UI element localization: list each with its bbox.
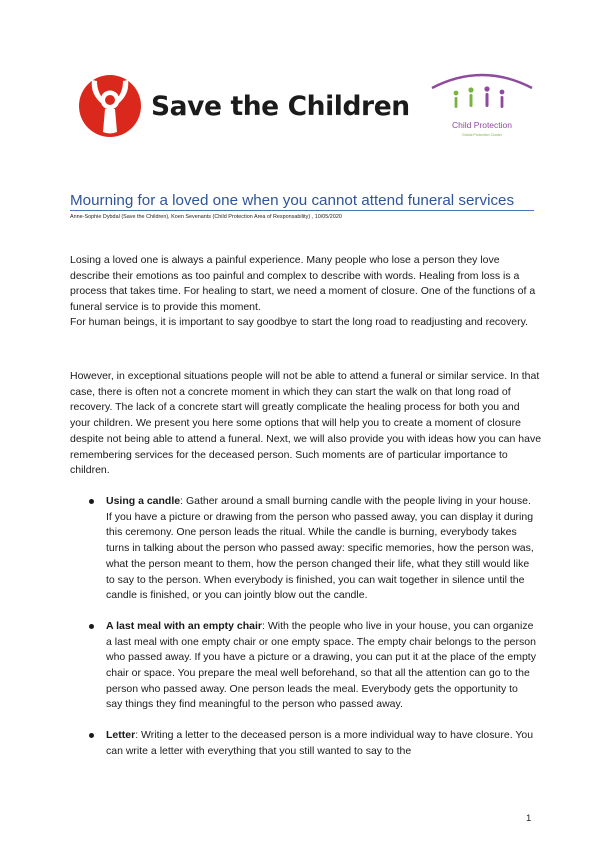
child-protection-figures-icon: [426, 68, 538, 120]
organization-name: Save the Children: [151, 90, 410, 122]
bullet-text: : Gather around a small burning candle with the people living in your house. If you have a picture or drawing from the person who passed away, you can display it during this ceremony. One person leads the ritual. While the candle is burning, everybody takes turns in talking about the person who passed away: specific memories, how the person was, what the person meant to them, how the person changed their life, what they still would like to say to the person. When everybody is finished, you can wait together in silence until the candle is finished, or you can jointly blow out the candle.: [106, 495, 534, 602]
page-number: 1: [526, 813, 532, 824]
list-item: [87, 728, 537, 759]
child-protection-logo: [426, 68, 538, 150]
list-item: [87, 619, 537, 713]
document-authors: Anne-Sophie Dybdal (Save the Children), Koen Sevenants (Child Protection Area of Responsability) , 10/05/2020: [70, 214, 342, 220]
save-the-children-logo: [78, 74, 410, 138]
ritual-options-list: [87, 494, 537, 760]
bullet-dot-icon: [89, 733, 94, 738]
bullet-text: : Writing a letter to the deceased person is a more individual way to have closure. You can write a letter with everything that you still wanted to say to the: [106, 729, 534, 757]
bullet-dot-icon: [89, 499, 94, 504]
bullet-text: : With the people who live in your house, you can organize a last meal with one empty chair or one empty space. The empty chair belongs to the person who passed away. If you have a picture or a drawing, you can put it at the place of the empty chair or space. You prepare the meal well beforehand, so that all the attention can go to the person who passed away. One person leads the meal. Everybody gets the opportunity to say things they find meaningful to the person who passed away.: [106, 619, 536, 711]
title-divider: [70, 210, 534, 211]
bullet-heading: Using a candle: [106, 495, 181, 507]
bullet-dot-icon: [89, 624, 94, 629]
bullet-heading: A last meal with an empty chair: [106, 619, 262, 632]
save-the-children-emblem-icon: [78, 74, 142, 138]
list-item: [87, 494, 537, 604]
exceptional-situations-paragraph: However, in exceptional situations people will not be able to attend a funeral or similar service. In that case, there is often not a concrete moment in which they can start the walk on that long road of recovery. The lack of a concrete start will greatly complicate the healing process for both you and your children. We present you here some options that will help you to create a moment of closure despite not being able to attend a funeral. Next, we will also provide you with ideas how you can have remembering services for the deceased person. Such moments are of particular importance to children.: [70, 370, 542, 477]
intro-paragraph: Losing a loved one is always a painful experience. Many people who lose a person they love describe their emotions as too painful and complex to describe with words. Healing from loss is a process that takes time. For healing to start, we need a moment of closure. One of the functions of a funeral service is to provide this moment.: [70, 254, 536, 314]
goodbye-paragraph: For human beings, it is important to say goodbye to start the long road to readjusting and recovery.: [70, 316, 528, 328]
bullet-heading: Letter: [106, 729, 136, 742]
partner-title: Child Protection: [451, 120, 512, 130]
document-title: Mourning for a loved one when you cannot attend funeral services: [70, 192, 515, 209]
partner-subtitle: Global Protection Cluster: [462, 133, 502, 137]
